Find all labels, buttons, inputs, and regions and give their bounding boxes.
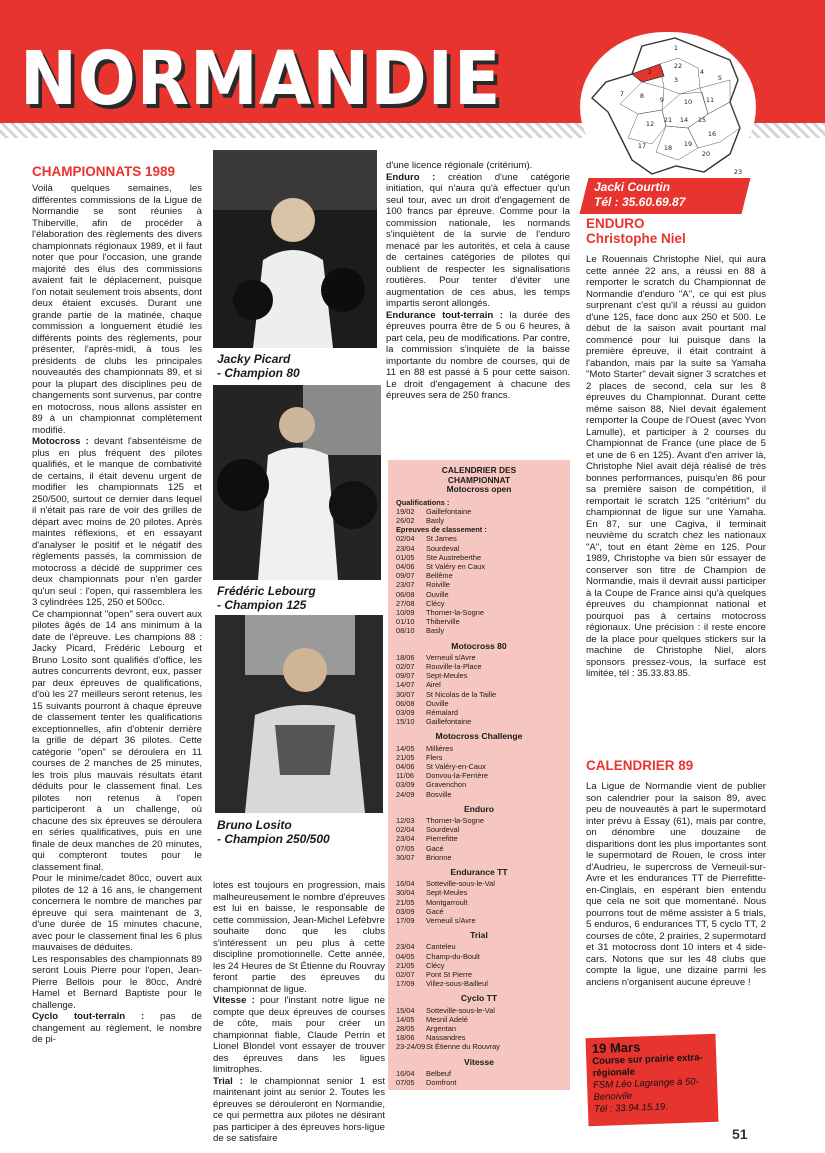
calendar-row	[396, 916, 562, 925]
calendar-date: 12/03	[396, 816, 415, 825]
calendar-row	[396, 507, 562, 516]
qualif-label: Qualifications :	[396, 497, 450, 507]
cyclo-paragraph	[32, 1011, 202, 1046]
calendar-row	[396, 534, 562, 543]
motocross-paragraph	[32, 436, 202, 609]
calendar-date: 18/06	[396, 1033, 415, 1043]
calendar-date: 19/02	[396, 506, 415, 516]
map-region-label: 16	[707, 130, 717, 138]
calendar-date: 06/08	[396, 698, 415, 708]
promo-phone: Tél : 33.94.15.19.	[593, 1101, 669, 1116]
article-column-4	[586, 254, 766, 680]
endurance-paragraph	[386, 310, 570, 402]
calendar-row	[396, 816, 562, 825]
calendar-date: 23/04	[396, 834, 415, 844]
calendar-row	[396, 1024, 562, 1033]
calendar-place: Clécy	[426, 960, 445, 970]
calendar-date: 01/05	[396, 552, 415, 562]
responsables-paragraph: Les responsables des championnats 89 seront Louis Pierre pour l'open, Jean-Pierre Bellois pour le 80cc, André Hamel et Bernard Baptiste pour le challenge.	[32, 953, 202, 1011]
calendar-row	[396, 753, 562, 762]
calendar-date: 15/04	[396, 1005, 415, 1015]
calendar-title-line: Motocross open	[446, 484, 512, 494]
cyclo-continued-paragraph: lotes est toujours en progression, mais malheureusement le nombre d'épreuves est lui en baisse, le responsable de cette commission, Jean-Michel Lefèbvre souhaite donc que les clubs s'intéressent un peu plus à cette discipline promotionnelle. Cette année, les 24 Heures de St Étienne du Rouvray feront partie des épreuves du championnat de ligue.	[213, 880, 385, 995]
calendar-place: Canteleu	[426, 942, 456, 952]
map-region-label: 4	[699, 68, 705, 76]
calendar-date: 21/05	[396, 752, 415, 762]
calendar-row	[396, 898, 562, 907]
calendar-place: Verneuil s/Avre	[426, 652, 476, 662]
calendar-date: 30/07	[396, 689, 415, 699]
calendar-place: Basly	[426, 515, 445, 525]
calendar-row	[396, 853, 562, 862]
calendrier89-column	[586, 781, 766, 988]
enduro-article-text: Le Rouennais Christophe Niel, qui aura cette année 22 ans, a réussi en 88 à remporter le scratch du Championnat de Normandie d'enduro "A", ce qui est plus surprenant c'est qu'il a réussi au guidon d'une 125, face donc aux 250 et 500. Le début de la saison avait pourtant mal commencé pour lui puisque dans la première épreuve, il était contraint à l'abandon, mais par la suite sa Yamaha "Moto Starter" devait signer 3 scratches et 2 places de second, cela sur les 8 épreuves du Championnat. Durant cette même saison 88, Niel devait également remporter la Coupe de l'Ouest (avec Yvon Lamulle), et participer à 2 courses du Championnat de France (une place de 5 et une de 6 en 125). Avant d'en arriver là, Christophe Niel avait déjà réalisé de très bonnes performances, puisqu'en 86 pour sa première saison de compétition, il remportait le scratch 125 "critérium" du championnat de ligue sur une Yamaha. En 87, sur une Cagiva, il terminait neuvième du scratch chez les nationaux "A", tout en étant 2ème en 125. Pour 1989, Christophe va bien sûr essayer de conserver son titre de Champion de Normandie, mais il devrait aussi participer à la Coupe de France ainsi qu'à quelques épreuves du championnat national et pourquoi pas à certains motocross régionaux. Une précision : il reste encore de la place pour quelques stickers sur la machine de Christophe Niel, alors sponsors pressez-vous, la surface est limitée, tél : 35.33.83.85.	[586, 254, 766, 679]
calendar-place: Rémalard	[426, 707, 459, 717]
enduro-heading-line: Christophe Niel	[586, 231, 686, 246]
promo-title: Course sur prairie extra-régionale	[592, 1052, 703, 1080]
championnats-heading: CHAMPIONNATS 1989	[32, 164, 176, 179]
calendar-title-line: CHAMPIONNAT	[447, 474, 511, 485]
calendar-row	[396, 1069, 562, 1078]
calendar-row	[396, 961, 562, 970]
map-region-label: 23	[733, 168, 743, 176]
calendar-place: Basly	[426, 626, 445, 636]
calendar-place: Bosville	[426, 789, 452, 799]
calendar-date: 14/05	[396, 743, 415, 753]
calendar-row	[396, 952, 562, 961]
calendar-date: 14/05	[396, 1014, 415, 1024]
calendrier89-heading: CALENDRIER 89	[586, 758, 694, 773]
calendar-row	[396, 979, 562, 988]
map-region-label: 7	[619, 90, 625, 98]
calendar-row	[396, 690, 562, 699]
calendar-place: Thorner-la-Sogne	[426, 607, 484, 617]
calendar-date: 09/07	[396, 571, 415, 581]
calendar-date: 04/06	[396, 561, 415, 571]
calendar-date: 04/06	[396, 761, 415, 771]
page-number: 51	[732, 1126, 748, 1142]
calendar-date: 23/04	[396, 543, 415, 553]
article-column-1	[32, 183, 202, 1046]
calendar-row	[396, 553, 562, 562]
calendar-row	[396, 744, 562, 753]
map-region-label: 10	[683, 98, 693, 106]
calendar-box	[388, 460, 570, 1090]
calendar-section-title: Motocross Challenge	[435, 731, 523, 742]
calendar-place: Gacé	[426, 906, 444, 916]
calendar-date: 07/05	[396, 1078, 415, 1088]
calendar-row	[396, 790, 562, 799]
calendar-row	[396, 834, 562, 843]
calendar-row	[396, 879, 562, 888]
caption-frederic-lebourg	[217, 584, 316, 612]
calendar-row	[396, 671, 562, 680]
calendar-row	[396, 608, 562, 617]
france-map	[580, 32, 756, 182]
calendar-date: 08/10	[396, 626, 415, 636]
map-region-label: 14	[679, 116, 689, 124]
trial-text: le championnat senior 1 est maintenant joint au senior 2. Toutes les épreuves se dérouleront en Normandie, ce qui permettra aux pilotes ne désirant pas participer à des épreuves hors-ligue de se satisfaire	[213, 1075, 385, 1144]
caption-bruno-losito	[217, 818, 330, 846]
map-region-label: 18	[663, 144, 673, 152]
calendar-place: Gacé	[426, 843, 444, 853]
map-region-label: 1	[673, 44, 679, 52]
licence-paragraph: d'une licence régionale (critérium).	[386, 160, 533, 171]
calendar-section-title: Cyclo TT	[460, 993, 498, 1004]
calendar-place: Mesnil Adelé	[426, 1014, 468, 1024]
promo-date: 19 Mars	[591, 1039, 641, 1057]
calendar-place: Thiberville	[426, 617, 460, 627]
calendar-date: 02/07	[396, 661, 415, 671]
calendar-sections	[396, 642, 562, 1088]
calendar-row	[396, 970, 562, 979]
map-region-label: 19	[683, 140, 693, 148]
calendar-place: Nassandres	[426, 1033, 466, 1043]
calendar-date: 03/09	[396, 780, 415, 790]
calendar-date: 02/04	[396, 534, 415, 544]
calendar-place: St Étienne du Rouvray	[426, 1042, 500, 1052]
calendar-title	[396, 466, 562, 495]
calendar-place: Champ-du-Boult	[426, 951, 480, 961]
calendar-date: 28/05	[396, 1024, 415, 1034]
calendar-place: Montgarroult	[426, 897, 468, 907]
calendar-row	[396, 580, 562, 589]
calendar-place: Sept-Meules	[426, 888, 468, 898]
calendar-date: 11/06	[396, 771, 414, 781]
calendar-date: 21/05	[396, 960, 415, 970]
vitesse-paragraph	[213, 995, 385, 1076]
calendar-row	[396, 844, 562, 853]
calendar-place: Millières	[426, 743, 454, 753]
calendar-place: Ste Austreberthe	[426, 552, 482, 562]
endurance-text: la durée des épreuves pourra être de 5 ou 6 heures, à part cela, peu de modifications. Par contre, la commission s'inquiète de la baisse importante du nombre de courses, qui de 11 en 88 est passé à 5 pour cette saison. Le droit d'engagement à chacune des épreuves sera de 250 francs.	[386, 309, 571, 401]
enduro-paragraph	[386, 172, 570, 310]
map-region-label: 5	[717, 74, 723, 82]
france-map-svg	[580, 32, 756, 182]
caption-title: - Champion 80	[217, 366, 300, 380]
trial-label: Trial :	[213, 1075, 243, 1087]
calendar-date: 23/04	[396, 942, 415, 952]
calendar-place: St Valéry en Caux	[426, 561, 486, 571]
calendar-place: St James	[426, 534, 457, 544]
map-region-label: 8	[639, 92, 645, 100]
promo-box	[586, 1034, 719, 1126]
calendar-row	[396, 780, 562, 789]
calendar-date: 10/09	[396, 607, 415, 617]
calendar-date: 02/07	[396, 970, 415, 980]
caption-jacky-picard	[217, 352, 300, 380]
enduro-heading-line: ENDURO	[586, 216, 645, 231]
calendar-date: 03/09	[396, 906, 415, 916]
calendar-date: 02/04	[396, 825, 415, 835]
classement-label: Epreuves de classement :	[396, 525, 487, 535]
calendar-date: 15/10	[396, 717, 415, 727]
calendar-row	[396, 708, 562, 717]
map-region-label: 11	[705, 96, 715, 104]
classement-list	[396, 534, 562, 635]
calendar-place: Pierrefitte	[426, 834, 458, 844]
calendar-section-title: Enduro	[463, 803, 495, 814]
calendar-place: Gaillefontaine	[426, 506, 472, 516]
calendar-row	[396, 762, 562, 771]
calendar-date: 01/10	[396, 617, 415, 627]
calendar-row	[396, 590, 562, 599]
calendar-place: Sept-Meules	[426, 671, 468, 681]
calendar-row	[396, 1015, 562, 1024]
calendar-place: Flers	[426, 752, 443, 762]
calendar-place: Clécy	[426, 598, 445, 608]
map-region-label: 2	[647, 68, 653, 76]
enduro-heading	[586, 216, 686, 246]
contact-phone: Tél : 35.60.69.87	[594, 195, 686, 209]
enduro-text: création d'une catégorie initiation, qui n'aura qu'à effectuer qu'un seul tour, avec un droit d'engagement de 100 francs par épreuve. Comme pour la commission nationale, les normands s'inquiètent de la survie de l'enduro menacé par les autorités, et cela à cause de certaines catégories de pilotes qui oublient de respecter les signalisations routières. Pour tenter d'éviter une augmentation de ces abus, les temps impartis seront allongés.	[386, 171, 570, 309]
calendar-row	[396, 1078, 562, 1087]
article-column-2	[213, 880, 385, 1145]
calendar-date: 07/05	[396, 843, 415, 853]
caption-name: Jacky Picard	[217, 352, 291, 366]
calendar-place: Bellême	[426, 571, 453, 581]
calendar-place: Roiville	[426, 580, 450, 590]
motocross-text: devant l'absentéisme de plus en plus fréquent des pilotes qualifiés, et le manque de combativité de certains, il était devenu urgent de modifier les championnats 125 et 250/500, surtout ce dernier dans lequel il n'était pas rare de voir des grilles de départ avec moins de 20 pilotes. Après maintes réflexions, et en essayant d'analyser le positif et le négatif des règlements passés, la commission de motocross a décidé de supprimer ces deux championnats pour n'en garder qu'un seul : l'open, qui rassemblera les 3 cylindrées 125, 250 et 500cc.	[32, 436, 202, 608]
map-region-label: 21	[663, 116, 673, 124]
calendar-row	[396, 717, 562, 726]
calendar-date: 24/09	[396, 789, 415, 799]
calendar-place: Gravenchon	[426, 780, 467, 790]
calendar-place: St Valéry-en-Caux	[426, 761, 486, 771]
calendar-date: 03/09	[396, 707, 415, 717]
motocross-label: Motocross :	[32, 436, 89, 447]
calendar-row	[396, 516, 562, 525]
calendar-date: 23-24/09	[396, 1042, 426, 1052]
calendar-row	[396, 571, 562, 580]
calendar-title-line: CALENDRIER DES	[441, 465, 517, 475]
calendar-row	[396, 544, 562, 553]
cyclo-label: Cyclo tout-terrain :	[32, 1011, 145, 1022]
calendar-place: Thorner-la-Sogne	[426, 816, 484, 825]
caption-name: Frédéric Lebourg	[217, 584, 316, 598]
calendar-row	[396, 825, 562, 834]
map-region-label: 17	[637, 142, 647, 150]
calendar-date: 27/08	[396, 598, 415, 608]
map-region-label: 22	[673, 62, 683, 70]
promo-organizer: FSM Léo Lagrange à 50-Benoivile	[592, 1076, 699, 1104]
calendar-date: 18/06	[396, 652, 415, 662]
calendar-date: 30/04	[396, 888, 415, 898]
calendar-row	[396, 942, 562, 951]
calendar-date: 23/07	[396, 580, 415, 590]
calendar-date: 06/08	[396, 589, 415, 599]
calendar-row	[396, 888, 562, 897]
photo-jacky-picard	[213, 150, 377, 348]
calendar-place: Pont St Pierre	[426, 970, 473, 980]
calendar-row	[396, 653, 562, 662]
calendar-place: Sourdeval	[426, 825, 460, 835]
qualif-list	[396, 507, 562, 525]
calendar-section-title: Vitesse	[464, 1056, 494, 1067]
calendar-date: 21/05	[396, 897, 415, 907]
calendar-date: 04/05	[396, 951, 415, 961]
caption-title: - Champion 125	[217, 598, 307, 612]
photo-frederic-lebourg	[213, 385, 381, 580]
caption-title: - Champion 250/500	[217, 832, 330, 846]
endurance-label: Endurance tout-terrain :	[386, 309, 503, 321]
calendar-place: Ouville	[426, 589, 449, 599]
calendar-row	[396, 662, 562, 671]
calendar-row	[396, 680, 562, 689]
calendar-place: Villez-sous-Bailleul	[426, 979, 488, 989]
calendar-section-title: Endurance TT	[450, 867, 508, 878]
contact-name: Jacki Courtin	[594, 180, 671, 194]
calendar-date: 30/07	[396, 852, 415, 862]
calendrier89-text: La Ligue de Normandie vient de publier son calendrier pour la saison 89, avec peu de nouveautés à part le supermotard inter prévu à Essay (61), mais par contre, on dénombre une douzaine de disparitions dont les plus importantes sont le supermotard de Rouen, le cross inter d'Audrieu, le supercross de Verneuil-sur-Avre et les endurances TT de Pierrefitte-en-Cinglais, en espérant bien entendu que cela ne soit que momentané. Nous pourrons tout de même assister à 5 trials, 5 enduros, 6 endurances TT, 5 cyclo TT, 2 courses de côte, 2 prairies, 2 supermotard et 31 motocross dont 10 inters et 4 side-cars. Notons que sur les 48 clubs que compte la ligue, une dizaine parmi les anciens n'organisent aucune épreuve !	[586, 781, 766, 988]
calendar-date: 14/07	[396, 680, 415, 690]
calendar-place: Belbeuf	[426, 1068, 452, 1078]
calendar-date: 09/07	[396, 671, 415, 681]
calendar-row	[396, 1006, 562, 1015]
calendar-row	[396, 699, 562, 708]
calendar-place: Verneuil s/Avre	[426, 916, 476, 926]
cyclo-text: pas de changement au règlement, le nombre de pi-	[32, 1011, 202, 1045]
calendar-date: 17/09	[396, 916, 415, 926]
minime-paragraph: Pour le minime/cadet 80cc, ouvert aux pilotes de 12 à 16 ans, le changement concernera le nombre de manches par épreuve qui sera maintenant de 3, d'une durée de 15 minutes chacune, avec pour le classement final les 6 plus mauvaises de déduites.	[32, 873, 202, 953]
map-region-label: 15	[697, 116, 707, 124]
calendar-row	[396, 1033, 562, 1042]
calendar-row	[396, 626, 562, 635]
photo-bruno-losito	[215, 615, 383, 813]
map-region-label: 12	[645, 120, 655, 128]
article-column-3	[386, 160, 570, 402]
calendar-date: 16/04	[396, 879, 415, 889]
calendar-place: Ouville	[426, 698, 449, 708]
calendar-place: Domfront	[426, 1078, 457, 1088]
calendar-place: Sourdeval	[426, 543, 460, 553]
calendar-row	[396, 771, 562, 780]
calendar-place: Donvou-la-Ferrière	[426, 771, 489, 781]
calendar-place: Argentan	[426, 1024, 456, 1034]
open-paragraph: Ce championnat "open" sera ouvert aux pilotes âgés de 14 ans minimum à la date de l'épreuve. Les champions 88 : Jacky Picard, Frédéric Lebourg et Bruno Losito sont qualifiés d'office, les autres concurrents devront, eux, passer par deux épreuves de qualifications, d'où les 27 meilleurs seront retenus, les 15 suivants pourront à chaque épreuve de classement tenter les qualifications exceptionnelles, afin d'obtenir derrière la grille de départ 36 pilotes. Cette catégorie "open" se déroulera en 11 courses de 2 manches de 25 minutes, les trois plus mauvais résultats étant déduits pour le classement final. Les pilotes non retenus à l'open participeront à un challenge, où chacune des six épreuves se déroulera en séries qualificatives, puis en une finale de deux manches de 20 minutes, qui compteront toutes pour le classement final.	[32, 608, 202, 873]
calendar-date: 17/09	[396, 979, 415, 989]
calendar-place: St Nicolas de la Taille	[426, 689, 497, 699]
calendar-row	[396, 562, 562, 571]
caption-name: Bruno Losito	[217, 818, 292, 832]
trial-paragraph	[213, 1076, 385, 1145]
vitesse-text: pour l'instant notre ligue ne compte que deux épreuves de courses de côte, mais pour créer un championnat fiable, Claude Perrin et Lionel Blondel vont essayer de trouver des épreuves dans les ligues limitrophes.	[213, 995, 385, 1075]
calendar-section-title: Trial	[470, 930, 488, 941]
calendar-row	[396, 907, 562, 916]
enduro-label: Enduro :	[386, 171, 436, 183]
calendar-section-title: Motocross 80	[451, 640, 507, 651]
calendar-place: Airel	[426, 680, 441, 690]
intro-paragraph: Voilà quelques semaines, les différentes commissions de la Ligue de Normandie se sont réunies à Thiberville, afin de procéder à l'élaboration des règlements des divers championnats régionaux 1989, et il faut noter que pour l'occasion, une grande majorité des élus des commissions avaient fait le déplacement, puisque l'on notait seulement trois absents, dont deux étaient excusés. Durant une grande partie de la matinée, chaque commission a longuement étudié les différents points des règlements, pour présenter, l'après-midi, à tous les présidents de clubs les principales nouveautés des championnats 89, et si pour la plupart des disciplines peu de changements sont survenus, par contre en motocross, nous allons assister en 89 à un championnat complètement modifié.	[32, 183, 202, 436]
calendar-place: Gaillefontaine	[426, 717, 472, 727]
map-region-label: 3	[673, 76, 679, 84]
calendar-row	[396, 1042, 562, 1051]
calendar-place: Rouville-la-Place	[426, 661, 482, 671]
calendar-row	[396, 599, 562, 608]
calendar-place: Sotteville-sous-le-Val	[426, 1005, 495, 1015]
calendar-place: Brionne	[426, 852, 452, 862]
calendar-place: Sotteville-sous-le-Val	[426, 879, 495, 889]
map-region-label: 20	[701, 150, 711, 158]
region-title: NORMANDIE	[20, 36, 502, 122]
calendar-date: 26/02	[396, 515, 415, 525]
map-region-label: 9	[659, 96, 665, 104]
vitesse-label: Vitesse :	[213, 995, 255, 1006]
calendar-date: 16/04	[396, 1068, 415, 1078]
calendar-row	[396, 617, 562, 626]
